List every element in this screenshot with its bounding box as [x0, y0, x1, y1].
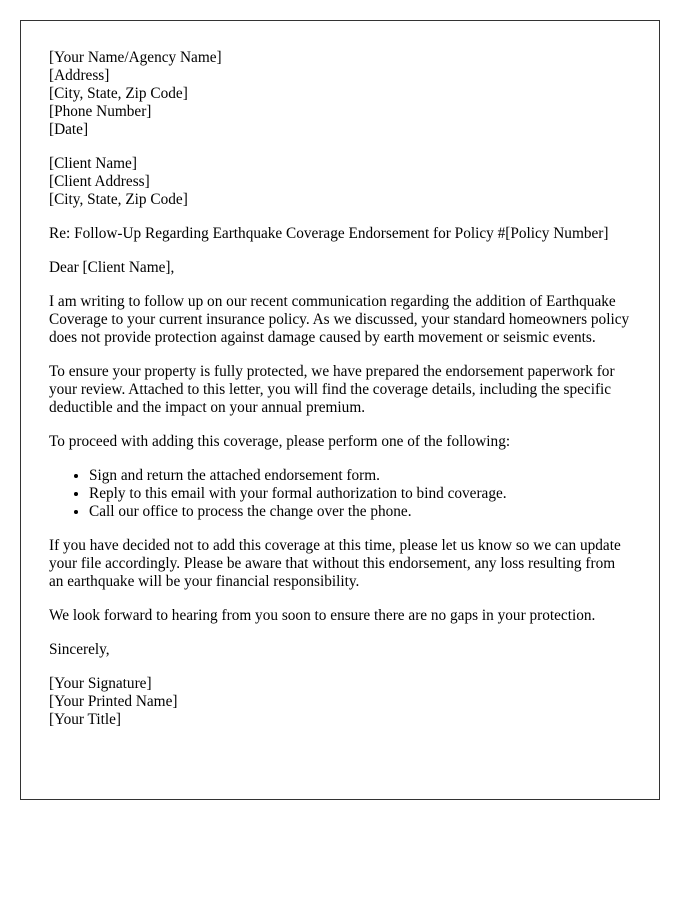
sender-phone: [Phone Number]	[49, 103, 152, 120]
recipient-address: [Client Address]	[49, 173, 150, 190]
body-paragraph: I am writing to follow up on our recent communication regarding the addition of Earthquake Coverage to your current insurance policy. As we discussed, your standard homeowners policy does not provide protection against damage caused by earth movement or seismic events.	[49, 293, 630, 346]
list-item: • Reply to this email with your formal authorization to bind coverage.	[89, 485, 631, 503]
list-item: • Call our office to process the change over the phone.	[89, 503, 631, 521]
sender-city-state-zip: [City, State, Zip Code]	[49, 85, 188, 102]
salutation: Dear [Client Name],	[49, 259, 175, 276]
body-paragraph: To ensure your property is fully protected, we have prepared the endorsement paperwork for your review. Attached to this letter, you will find the coverage details, including the specific deductible and the impact on your annual premium.	[49, 363, 615, 416]
sender-address: [Address]	[49, 67, 110, 84]
body-paragraph: To proceed with adding this coverage, please perform one of the following:	[49, 433, 511, 450]
recipient-block	[49, 155, 631, 209]
list-item: • Sign and return the attached endorsement form.	[89, 467, 631, 485]
body-paragraph: We look forward to hearing from you soon to ensure there are no gaps in your protection.	[49, 607, 596, 624]
sender-name: [Your Name/Agency Name]	[49, 49, 222, 66]
sender-block	[49, 49, 631, 139]
subject-line: Re: Follow-Up Regarding Earthquake Coverage Endorsement for Policy #[Policy Number]	[49, 225, 609, 242]
signature-line: [Your Signature]	[49, 675, 152, 692]
signoff: Sincerely,	[49, 641, 110, 658]
body-paragraph: If you have decided not to add this coverage at this time, please let us know so we can update your file accordingly. Please be aware that without this endorsement, any loss resulting from an earthquake will be your financial responsibility.	[49, 537, 621, 590]
letter-date: [Date]	[49, 121, 89, 138]
signature-block	[49, 675, 631, 729]
recipient-city-state-zip: [City, State, Zip Code]	[49, 191, 188, 208]
recipient-name: [Client Name]	[49, 155, 137, 172]
signer-title: [Your Title]	[49, 711, 121, 728]
options-list	[49, 467, 631, 521]
letter-document	[20, 20, 660, 800]
printed-name: [Your Printed Name]	[49, 693, 178, 710]
